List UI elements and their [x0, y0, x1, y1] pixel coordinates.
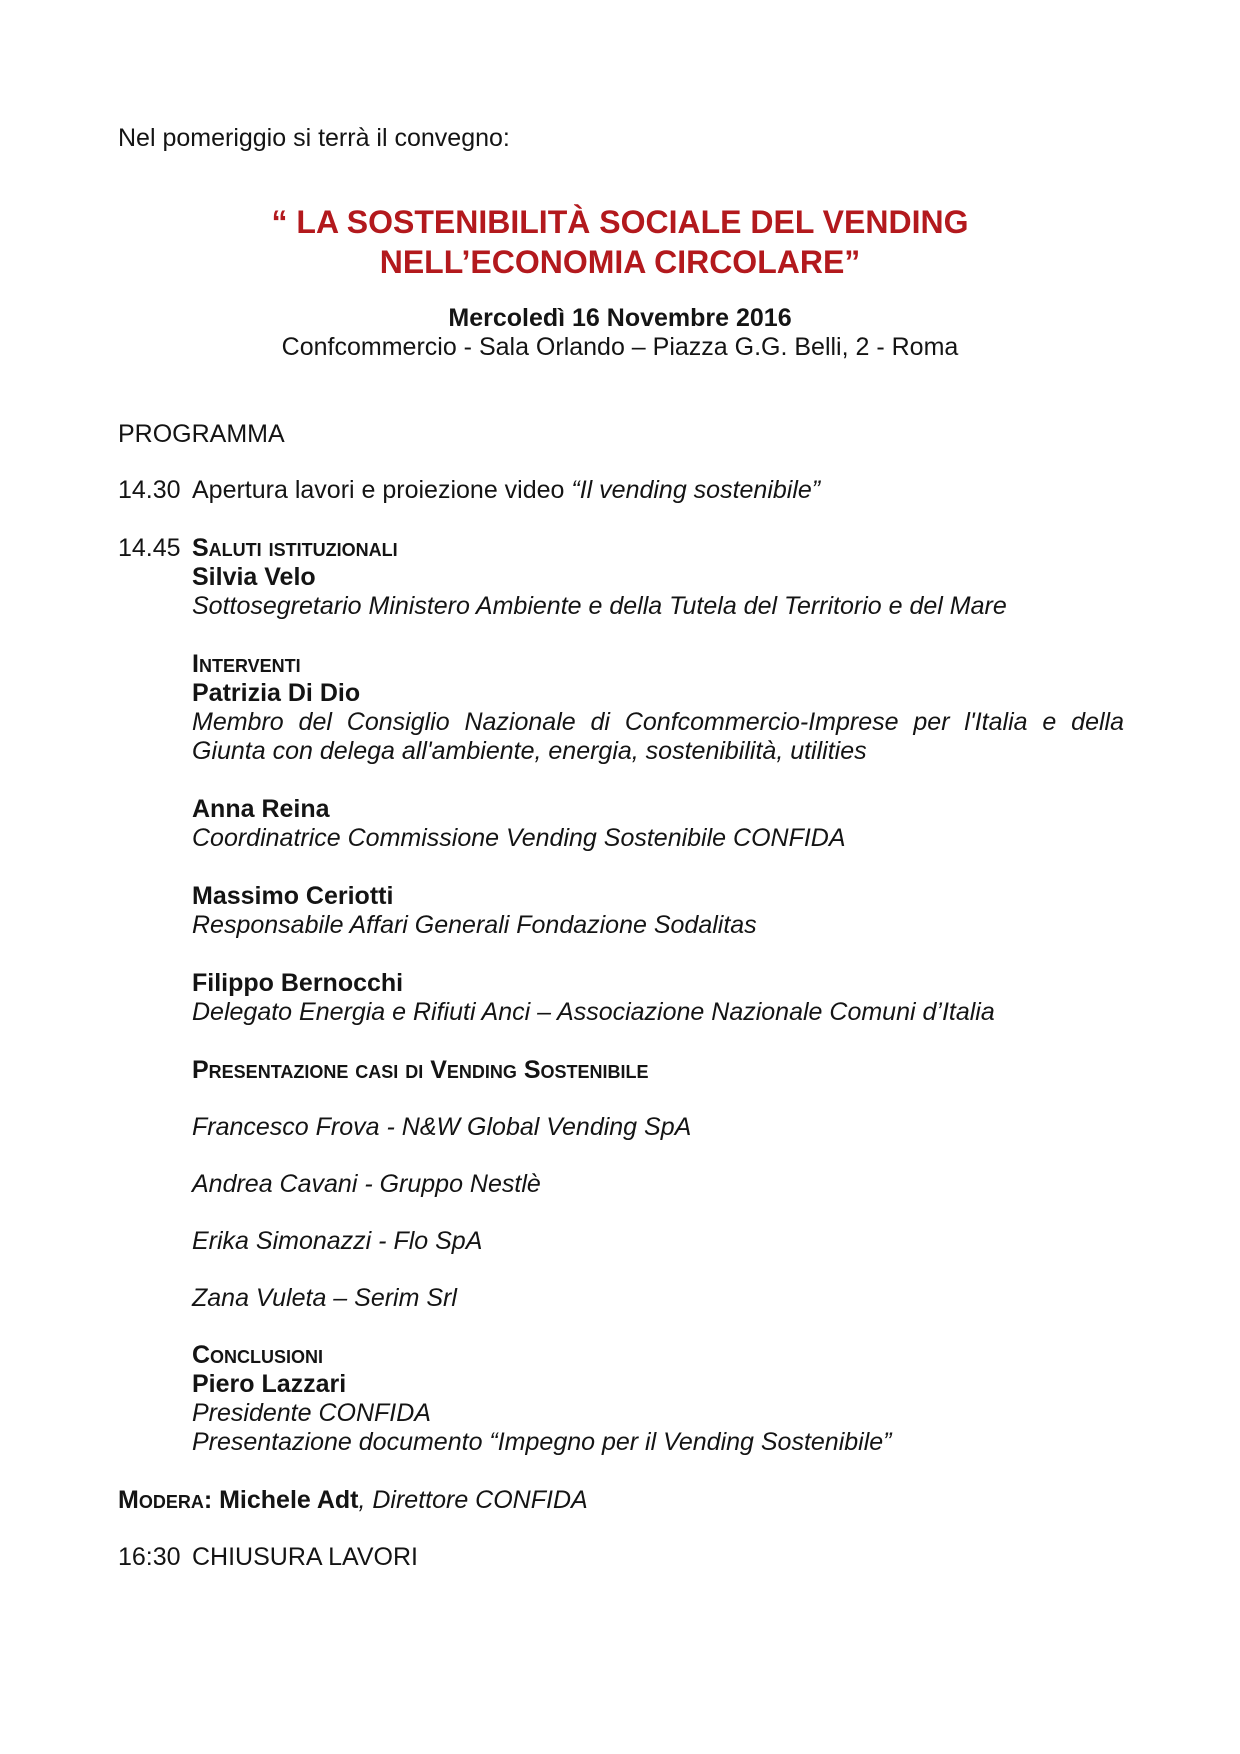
- closing-time: 16:30: [118, 1543, 181, 1571]
- closing-text: CHIUSURA LAVORI: [192, 1543, 418, 1571]
- conclusioni-heading: Conclusioni: [192, 1341, 324, 1369]
- item1-line: [192, 476, 820, 505]
- moderator-role: , Direttore CONFIDA: [358, 1486, 588, 1514]
- event-venue: Confcommercio - Sala Orlando – Piazza G.G. Belli, 2 - Roma: [281, 333, 959, 361]
- interventi-heading: Interventi: [192, 650, 301, 678]
- item1-video-title: “Il vending sostenibile”: [571, 476, 821, 504]
- speaker-name: Silvia Velo: [192, 563, 316, 591]
- speaker-role: Membro del Consiglio Nazionale di Confcommercio-Imprese per l'Italia e della: [192, 708, 1124, 736]
- moderator-line: [118, 1486, 588, 1515]
- casi-heading: Presentazione casi di Vending Sostenibile: [192, 1056, 649, 1084]
- speaker-name: Massimo Ceriotti: [192, 882, 394, 910]
- speaker-role: Coordinatrice Commissione Vending Sostenibile CONFIDA: [192, 824, 846, 852]
- conference-title-line-1: “ LA SOSTENIBILITÀ SOCIALE DEL VENDING: [271, 204, 969, 240]
- speaker-role: Presidente CONFIDA: [192, 1399, 431, 1427]
- case-item: Francesco Frova - N&W Global Vending SpA: [192, 1113, 692, 1141]
- item1-text: Apertura lavori e proiezione video: [192, 476, 572, 504]
- case-item: Zana Vuleta – Serim Srl: [192, 1284, 457, 1312]
- moderator-name: Michele Adt: [212, 1486, 359, 1514]
- conclusioni-note: Presentazione documento “Impegno per il Vending Sostenibile”: [192, 1428, 892, 1456]
- event-date: Mercoledì 16 Novembre 2016: [448, 304, 792, 332]
- speaker-role: Sottosegretario Ministero Ambiente e della Tutela del Territorio e del Mare: [192, 592, 1007, 620]
- speaker-name: Filippo Bernocchi: [192, 969, 404, 997]
- speaker-name: Anna Reina: [192, 795, 330, 823]
- case-item: Andrea Cavani - Gruppo Nestlè: [192, 1170, 541, 1198]
- case-item: Erika Simonazzi - Flo SpA: [192, 1227, 483, 1255]
- item1-time: 14.30: [118, 476, 181, 504]
- speaker-role: Delegato Energia e Rifiuti Anci – Associazione Nazionale Comuni d’Italia: [192, 998, 995, 1026]
- speaker-role-cont: Giunta con delega all'ambiente, energia, sostenibilità, utilities: [192, 737, 867, 765]
- saluti-heading: Saluti istituzionali: [192, 534, 398, 562]
- programma-heading: PROGRAMMA: [118, 420, 285, 448]
- speaker-name: Patrizia Di Dio: [192, 679, 361, 707]
- speaker-name: Piero Lazzari: [192, 1370, 347, 1398]
- moderator-label: Modera:: [118, 1486, 213, 1514]
- conference-title-line-2: NELL’ECONOMIA CIRCOLARE”: [379, 244, 861, 280]
- speaker-role: Responsabile Affari Generali Fondazione Sodalitas: [192, 911, 757, 939]
- intro-text: Nel pomeriggio si terrà il convegno:: [118, 124, 510, 152]
- item2-time: 14.45: [118, 534, 181, 562]
